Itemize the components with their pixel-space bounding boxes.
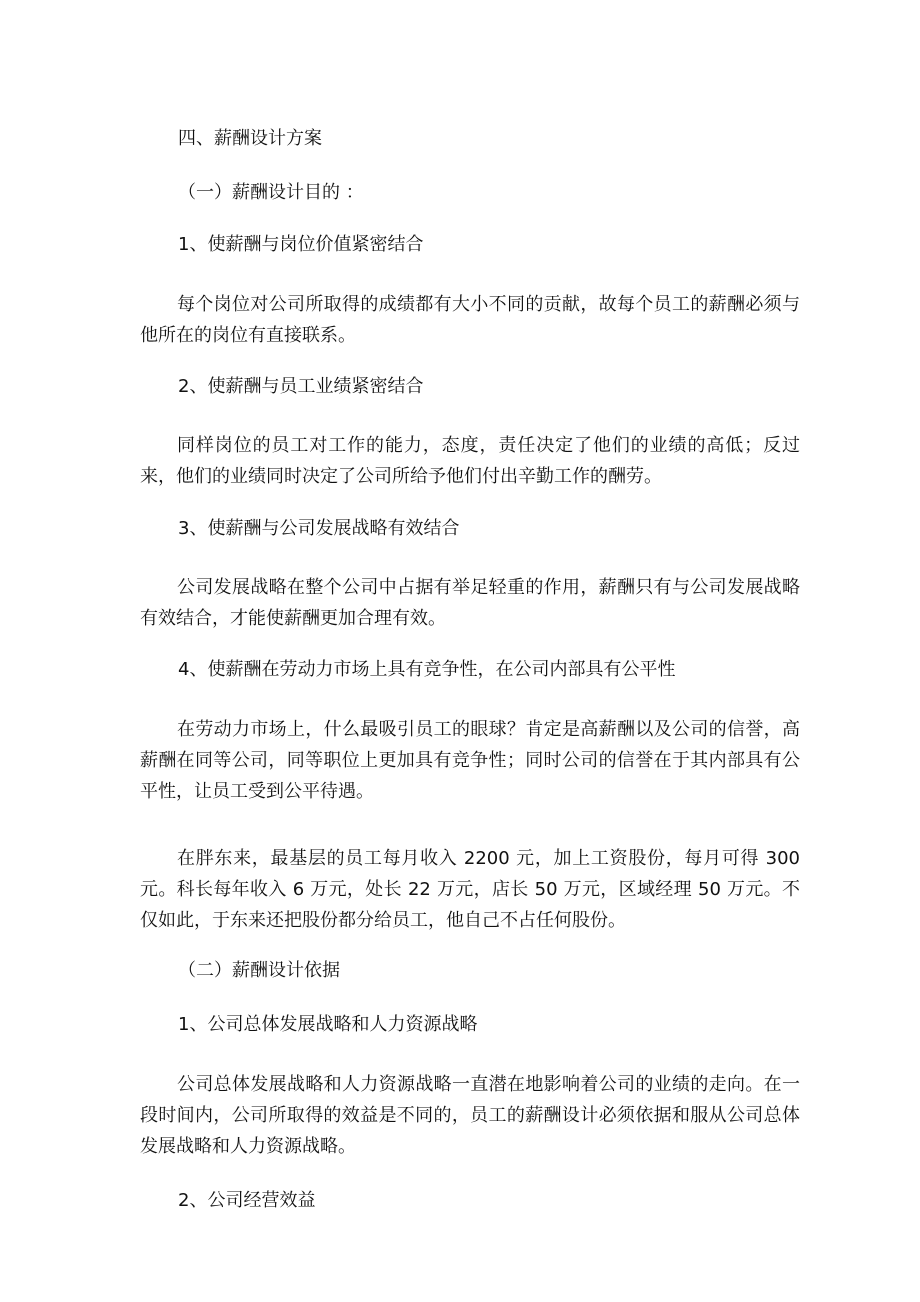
item-body-1: 每个岗位对公司所取得的成绩都有大小不同的贡献，故每个员工的薪酬必须与他所在的岗位有直接联系。: [140, 294, 800, 346]
basis-title-1: 1、公司总体发展战略和人力资源战略: [178, 1014, 478, 1035]
item-body-3: 公司发展战略在整个公司中占据有举足轻重的作用，薪酬只有与公司发展战略有效结合，才能使薪酬更加合理有效。: [140, 577, 800, 629]
item-title-4: 4、使薪酬在劳动力市场上具有竞争性，在公司内部具有公平性: [178, 659, 676, 680]
section-title: 四、薪酬设计方案: [178, 128, 322, 149]
item-title-3: 3、使薪酬与公司发展战略有效结合: [178, 518, 460, 539]
basis-body-1: 公司总体发展战略和人力资源战略一直潜在地影响着公司的业绩的走向。在一段时间内，公司所取得的效益是不同的，员工的薪酬设计必须依据和服从公司总体发展战略和人力资源战略。: [140, 1074, 800, 1157]
item-example-4: 在胖东来，最基层的员工每月收入 2200 元，加上工资股份，每月可得 300元。科长每年收入 6 万元，处长 22 万元，店长 50 万元，区域经理 50 万元。不仅如此，于东来还把股份都分给员工，他自己不占任何股份。: [140, 848, 800, 931]
item-title-2: 2、使薪酬与员工业绩紧密结合: [178, 376, 424, 397]
item-body-2: 同样岗位的员工对工作的能力，态度，责任决定了他们的业绩的高低；反过来，他们的业绩同时决定了公司所给予他们付出辛勤工作的酬劳。: [140, 435, 800, 487]
subsection-heading-purpose: （一）薪酬设计目的 ：: [178, 182, 364, 203]
basis-title-2: 2、公司经营效益: [178, 1190, 316, 1211]
item-body-4: 在劳动力市场上，什么最吸引员工的眼球？肯定是高薪酬以及公司的信誉，高薪酬在同等公司，同等职位上更加具有竞争性；同时公司的信誉在于其内部具有公平性，让员工受到公平待遇。: [140, 719, 800, 802]
item-title-1: 1、使薪酬与岗位价值紧密结合: [178, 234, 424, 255]
subsection-heading-basis: （二）薪酬设计依据: [178, 960, 340, 981]
